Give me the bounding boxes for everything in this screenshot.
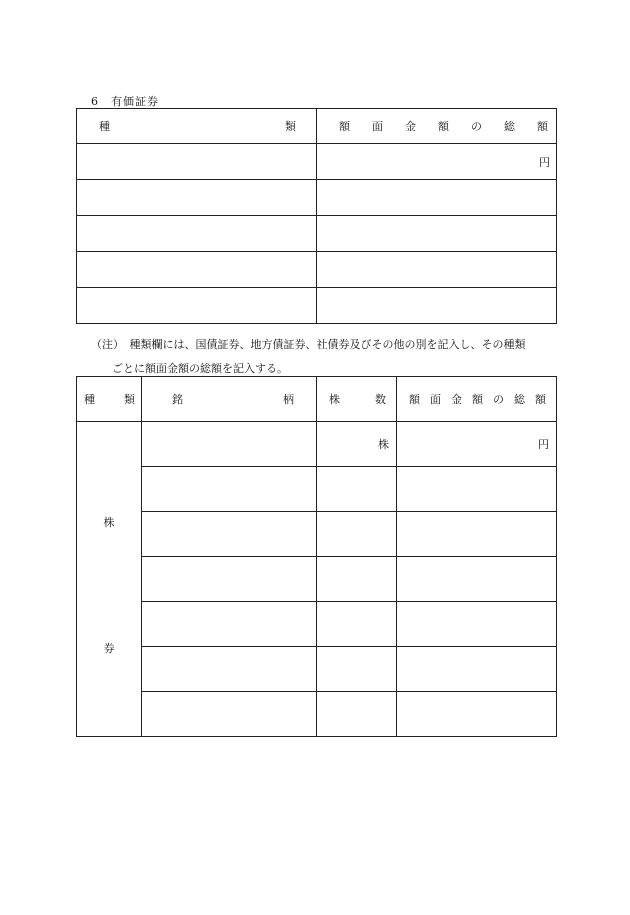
share-count-cell[interactable] bbox=[317, 422, 397, 467]
header-kind-char-2: 類 bbox=[285, 120, 296, 133]
amount-cell[interactable] bbox=[397, 557, 557, 602]
header-face-value-total bbox=[317, 109, 557, 144]
kind-cell-stocks bbox=[77, 422, 142, 737]
header-face-value-total-label: 額面金額の総額 bbox=[409, 393, 546, 406]
issue-name-cell[interactable] bbox=[142, 647, 317, 692]
header-issue-name bbox=[142, 377, 317, 422]
amount-cell[interactable] bbox=[317, 180, 557, 216]
header-face-value-total bbox=[397, 377, 557, 422]
shares-unit: 株 bbox=[378, 438, 389, 451]
stocks-table bbox=[76, 376, 557, 737]
note-line-1: （注） 種類欄には、国債証券、地方債証券、社債券及びその他の別を記入し、その種類 bbox=[91, 338, 526, 351]
table-row bbox=[77, 557, 557, 602]
amount-cell[interactable] bbox=[397, 602, 557, 647]
table-row bbox=[77, 288, 557, 324]
header-kind bbox=[77, 109, 317, 144]
yen-unit: 円 bbox=[539, 155, 550, 169]
kind-cell[interactable] bbox=[77, 252, 317, 288]
issue-name-cell[interactable] bbox=[142, 602, 317, 647]
header-kind-char-2: 類 bbox=[124, 393, 135, 406]
issue-name-cell[interactable] bbox=[142, 692, 317, 737]
header-count-char-2: 数 bbox=[375, 393, 386, 406]
header-count-char-1: 株 bbox=[329, 393, 340, 406]
table-row bbox=[77, 252, 557, 288]
header-issue-char-1: 銘 bbox=[172, 393, 183, 406]
header-kind bbox=[77, 377, 142, 422]
table-row bbox=[77, 692, 557, 737]
yen-unit: 円 bbox=[538, 438, 549, 451]
amount-cell[interactable] bbox=[397, 647, 557, 692]
share-count-cell[interactable] bbox=[317, 467, 397, 512]
share-count-cell[interactable] bbox=[317, 647, 397, 692]
share-count-cell[interactable] bbox=[317, 692, 397, 737]
note-line-2: ごとに額面金額の総額を記入する。 bbox=[112, 362, 288, 375]
issue-name-cell[interactable] bbox=[142, 512, 317, 557]
amount-cell[interactable] bbox=[317, 144, 557, 180]
amount-cell[interactable] bbox=[397, 512, 557, 557]
kind-cell[interactable] bbox=[77, 288, 317, 324]
amount-cell[interactable] bbox=[397, 422, 557, 467]
note bbox=[91, 333, 526, 381]
table-row bbox=[77, 512, 557, 557]
kind-label-char-1: 株 bbox=[103, 516, 115, 529]
securities-table bbox=[76, 108, 557, 324]
header-share-count bbox=[317, 377, 397, 422]
kind-label-char-2: 券 bbox=[103, 642, 115, 655]
share-count-cell[interactable] bbox=[317, 602, 397, 647]
table-header-row bbox=[77, 109, 557, 144]
table-row bbox=[77, 216, 557, 252]
share-count-cell[interactable] bbox=[317, 557, 397, 602]
header-kind-char-1: 種 bbox=[84, 393, 95, 406]
amount-cell[interactable] bbox=[317, 288, 557, 324]
amount-cell[interactable] bbox=[397, 467, 557, 512]
issue-name-cell[interactable] bbox=[142, 467, 317, 512]
table-row bbox=[77, 144, 557, 180]
table-header-row bbox=[77, 377, 557, 422]
table-row bbox=[77, 422, 557, 467]
issue-name-cell[interactable] bbox=[142, 557, 317, 602]
amount-cell[interactable] bbox=[317, 216, 557, 252]
kind-cell[interactable] bbox=[77, 216, 317, 252]
header-face-value-total-label: 額面金額の総額 bbox=[339, 120, 548, 133]
table-row bbox=[77, 647, 557, 692]
table-row bbox=[77, 180, 557, 216]
header-issue-char-2: 柄 bbox=[283, 393, 294, 406]
section-title: 6 有価証券 bbox=[91, 95, 159, 108]
issue-name-cell[interactable] bbox=[142, 422, 317, 467]
share-count-cell[interactable] bbox=[317, 512, 397, 557]
table-row bbox=[77, 467, 557, 512]
table-row bbox=[77, 602, 557, 647]
amount-cell[interactable] bbox=[397, 692, 557, 737]
kind-cell[interactable] bbox=[77, 180, 317, 216]
amount-cell[interactable] bbox=[317, 252, 557, 288]
kind-cell[interactable] bbox=[77, 144, 317, 180]
header-kind-char-1: 種 bbox=[99, 120, 110, 133]
